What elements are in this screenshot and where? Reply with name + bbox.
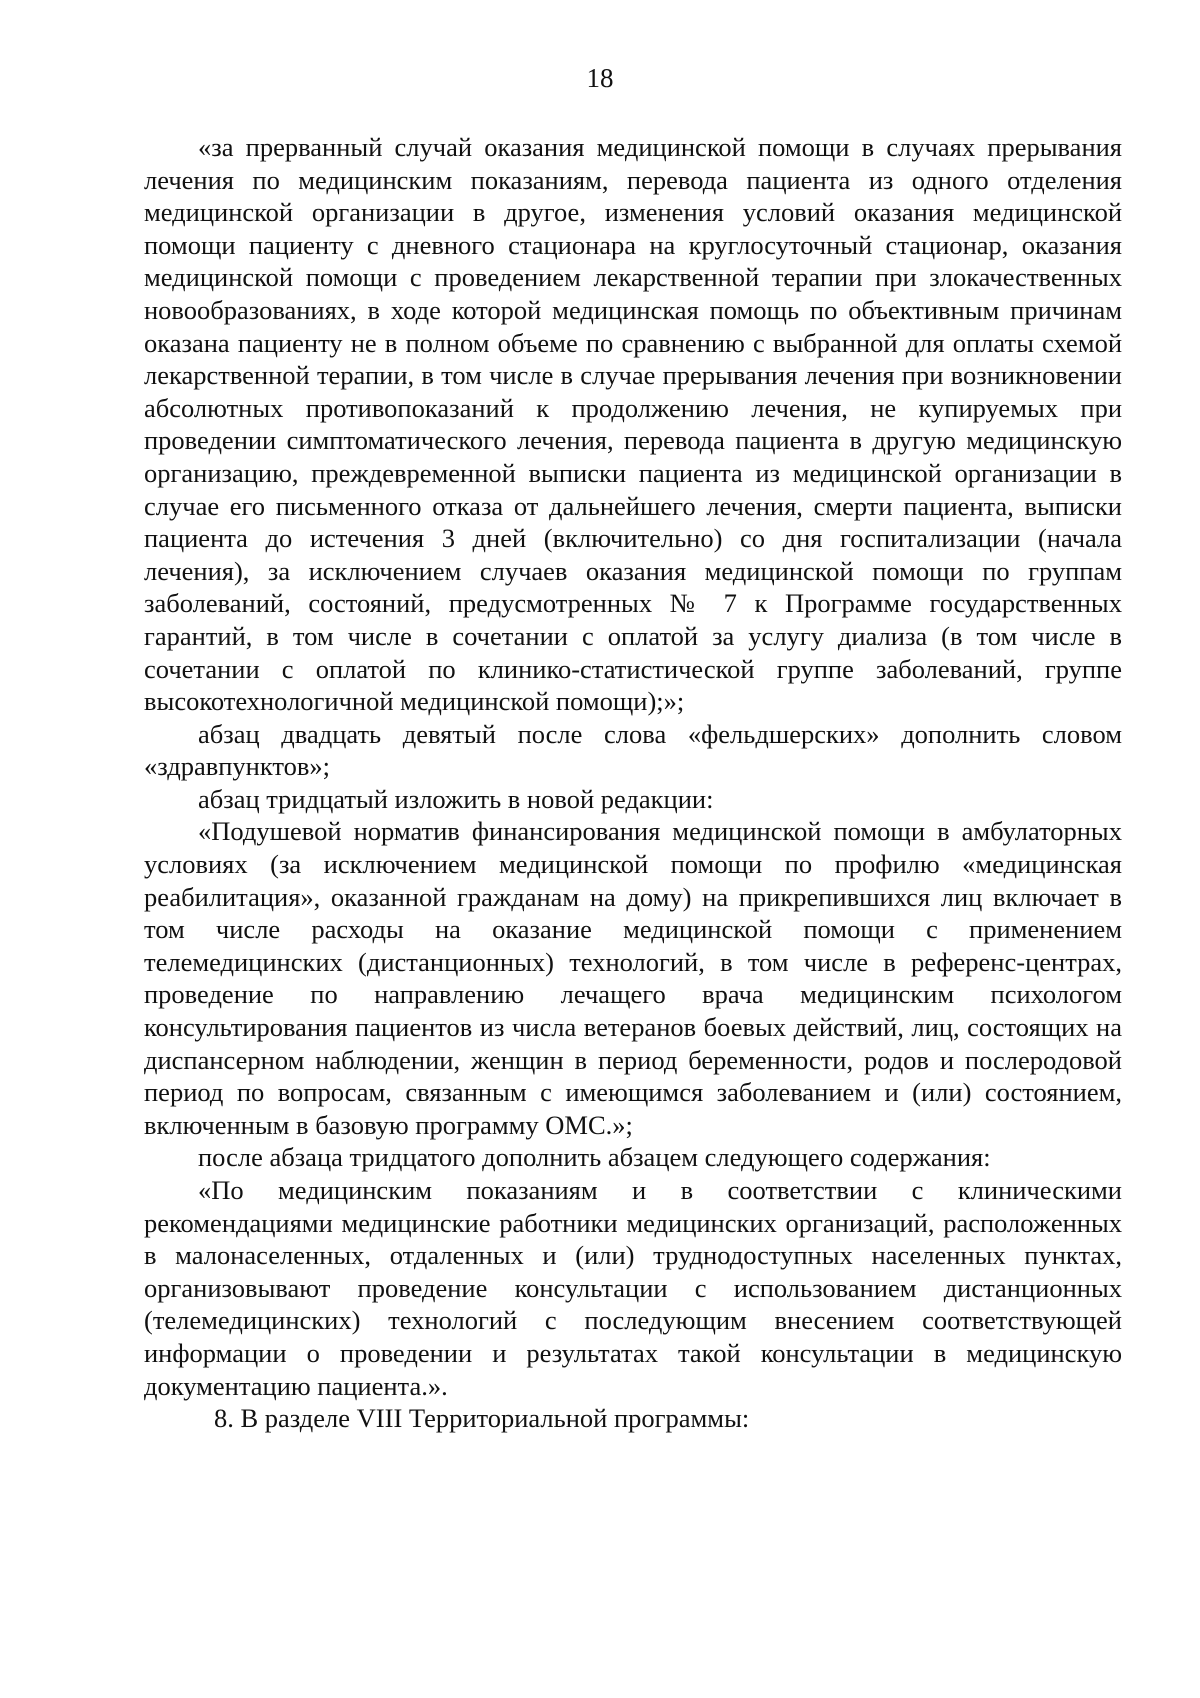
paragraph-section-viii: 8. В разделе VIII Территориальной программы: — [214, 1403, 750, 1434]
paragraph-addition-intro: после абзаца тридцатого дополнить абзацем следующего содержания: — [198, 1142, 991, 1173]
paragraph-amendment-29: абзац двадцать девятый после слова «фельдшерских» дополнить словом «здравпунктов»; — [144, 718, 1122, 782]
paragraph-amendment-30-intro: абзац тридцатый изложить в новой редакции: — [198, 783, 714, 814]
paragraph-per-capita-norm: «Подушевой норматив финансирования медицинской помощи в амбулаторных условиях (за исключением медицинской помощи по профилю «медицинская реабилитация», оказанной гражданам на дому) на прикрепившихся лиц включает в том числе расходы на оказание медицинской помощи с применением телемедицинских (дистанционных) технологий, в том числе в референс-центрах, проведение по направлению лечащего врача медицинским психологом консультирования пациентов из числа ветеранов боевых действий, лиц, состоящих на диспансерном наблюдении, женщин в период беременности, родов и послеродовой период по вопросам, связанным с имеющимся заболеванием и (или) состоянием, включенным в базовую программу ОМС.»; — [144, 816, 1122, 1140]
paragraph-interrupted-case: «за прерванный случай оказания медицинской помощи в случаях прерывания лечения по медицинским показаниям, перевода пациента из одного отделения медицинской организации в другое, изменения условий оказания медицинской помощи пациенту с дневного стационара на круглосуточный стационар, оказания медицинской помощи с проведением лекарственной терапии при злокачественных новообразованиях, в ходе которой медицинская помощь по объективным причинам оказана пациенту не в полном объеме по сравнению с выбранной для оплаты схемой лекарственной терапии, в том числе в случае прерывания лечения при возникновении абсолютных противопоказаний к продолжению лечения, не купируемых при проведении симптоматического лечения, перевода пациента в другую медицинскую организацию, преждевременной выписки пациента из медицинской организации в случае его письменного отказа от дальнейшего лечения, смерти пациента, выписки пациента до истечения 3 дней (включительно) со дня госпитализации (начала лечения), за исключением случаев оказания медицинской помощи по группам заболеваний, состояний, предусмотренных № 7 к Программе государственных гарантий, в том числе в сочетании с оплатой за услугу диализа (в том числе в сочетании с оплатой по клинико-статистической группе заболеваний, группе высокотехнологичной медицинской помощи);»; — [144, 132, 1122, 717]
paragraph-telemedicine-consultation: «По медицинским показаниям и в соответствии с клиническими рекомендациями медицинские работники медицинских организаций, расположенных в малонаселенных, отдаленных и (или) труднодоступных населенных пунктах, организовывают проведение консультации с использованием дистанционных (телемедицинских) технологий с последующим внесением соответствующей информации о проведении и результатах такой консультации в медицинскую документацию пациента.». — [144, 1175, 1122, 1401]
document-body — [144, 131, 1122, 1435]
page-number: 18 — [586, 63, 614, 93]
